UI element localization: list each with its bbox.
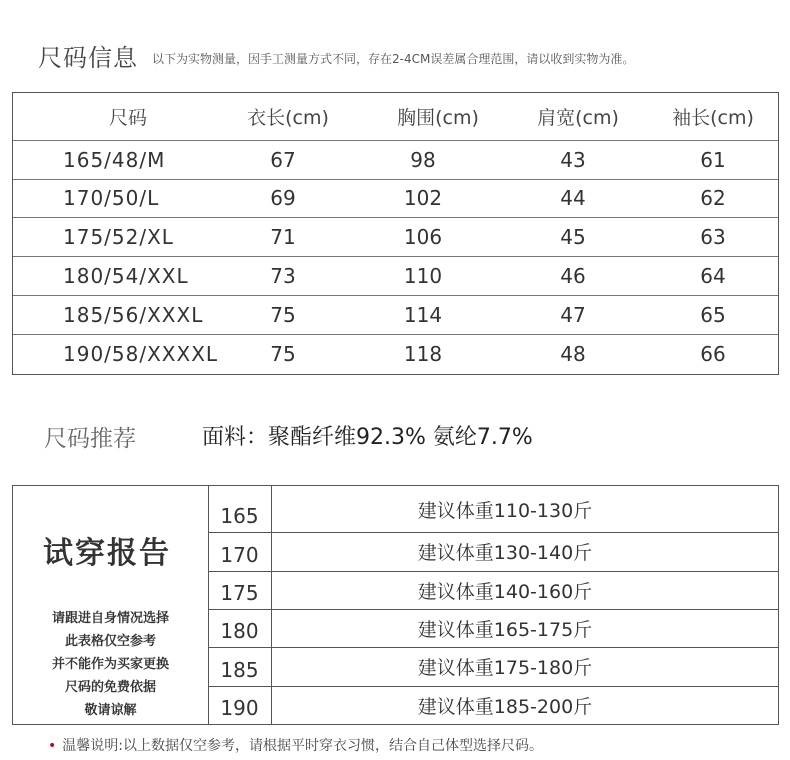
report-info-panel bbox=[13, 486, 209, 724]
sleeve-cell: 62 bbox=[700, 186, 726, 210]
shoulder-cell: 46 bbox=[560, 263, 586, 288]
report-row bbox=[208, 609, 778, 648]
report-size: 190 bbox=[208, 686, 272, 724]
report-size: 165 bbox=[208, 486, 272, 532]
disclaimer-line: 敬请谅解 bbox=[84, 703, 137, 718]
shoulder-cell: 47 bbox=[560, 302, 586, 327]
report-row bbox=[208, 571, 778, 610]
table-row bbox=[13, 217, 778, 257]
sleeve-cell: 66 bbox=[700, 342, 726, 366]
disclaimer-line: 尺码的免费依据 bbox=[64, 680, 156, 695]
page-title: 尺码信息 bbox=[38, 44, 138, 72]
header-size: 尺码 bbox=[108, 107, 147, 129]
disclaimer-line: 请跟进自身情况选择 bbox=[51, 611, 169, 626]
footer-note bbox=[48, 735, 543, 755]
report-weight: 建议体重130-140斤 bbox=[417, 542, 593, 564]
size-cell: 180/54/XXL bbox=[63, 263, 189, 288]
table-row bbox=[13, 334, 778, 374]
header-chest: 胸围(cm) bbox=[397, 107, 479, 129]
shoulder-cell: 43 bbox=[560, 147, 586, 172]
report-row bbox=[208, 686, 778, 724]
report-weight: 建议体重185-200斤 bbox=[417, 695, 593, 718]
length-cell: 73 bbox=[270, 263, 296, 288]
size-cell: 175/52/XL bbox=[63, 224, 174, 249]
header-sleeve: 袖长(cm) bbox=[672, 107, 754, 129]
shoulder-cell: 48 bbox=[560, 342, 586, 366]
size-cell: 170/50/L bbox=[63, 186, 160, 210]
size-table bbox=[12, 92, 779, 375]
report-weight: 建议体重175-180斤 bbox=[417, 657, 593, 679]
sleeve-cell: 64 bbox=[700, 263, 726, 288]
shoulder-cell: 44 bbox=[560, 186, 586, 210]
chest-cell: 114 bbox=[403, 302, 443, 327]
disclaimer-line: 此表格仅空参考 bbox=[64, 634, 156, 649]
report-size: 170 bbox=[208, 532, 272, 571]
chest-cell: 98 bbox=[410, 147, 436, 172]
length-cell: 67 bbox=[270, 147, 296, 172]
size-cell: 190/58/XXXXL bbox=[63, 342, 219, 366]
disclaimer-line: 并不能作为买家更换 bbox=[51, 657, 169, 672]
report-row bbox=[208, 647, 778, 687]
length-cell: 71 bbox=[270, 224, 296, 249]
table-row bbox=[13, 179, 778, 218]
measurement-note: 以下为实物测量，因手工测量方式不同，存在2-4CM误差属合理范围，请以收到实物为准。 bbox=[152, 52, 635, 66]
sleeve-cell: 63 bbox=[700, 224, 726, 249]
report-weight: 建议体重110-130斤 bbox=[417, 499, 593, 522]
report-row bbox=[208, 532, 778, 572]
report-size: 175 bbox=[208, 571, 272, 609]
shoulder-cell: 45 bbox=[560, 224, 586, 249]
sleeve-cell: 65 bbox=[700, 302, 726, 327]
report-weight: 建议体重140-160斤 bbox=[417, 580, 593, 603]
sleeve-cell: 61 bbox=[700, 147, 726, 172]
header-length: 衣长(cm) bbox=[247, 107, 329, 129]
report-size: 185 bbox=[208, 647, 272, 686]
table-row bbox=[13, 295, 778, 335]
size-recommend-heading: 尺码推荐 bbox=[44, 426, 136, 452]
table-row bbox=[13, 256, 778, 296]
report-size: 180 bbox=[208, 609, 272, 647]
trial-report-table bbox=[12, 485, 779, 725]
footer-text: 温馨说明:以上数据仅空参考，请根据平时穿衣习惯，结合自己体型选择尺码。 bbox=[62, 738, 543, 754]
length-cell: 75 bbox=[270, 342, 296, 366]
size-cell: 165/48/M bbox=[63, 147, 166, 172]
chest-cell: 106 bbox=[403, 224, 443, 249]
report-weight: 建议体重165-175斤 bbox=[417, 618, 593, 641]
header-shoulder: 肩宽(cm) bbox=[537, 107, 619, 129]
chest-cell: 102 bbox=[403, 186, 443, 210]
table-row bbox=[13, 140, 778, 180]
report-row bbox=[208, 486, 778, 533]
length-cell: 69 bbox=[270, 186, 296, 210]
bullet-icon: • bbox=[48, 738, 57, 754]
chest-cell: 118 bbox=[403, 342, 443, 366]
fabric-composition: 面料：聚酯纤维92.3% 氨纶7.7% bbox=[202, 425, 533, 450]
length-cell: 75 bbox=[270, 302, 296, 327]
report-title: 试穿报告 bbox=[43, 536, 171, 571]
size-cell: 185/56/XXXL bbox=[63, 302, 204, 327]
size-table-header bbox=[13, 93, 778, 141]
report-disclaimer bbox=[13, 607, 208, 722]
chest-cell: 110 bbox=[403, 263, 443, 288]
